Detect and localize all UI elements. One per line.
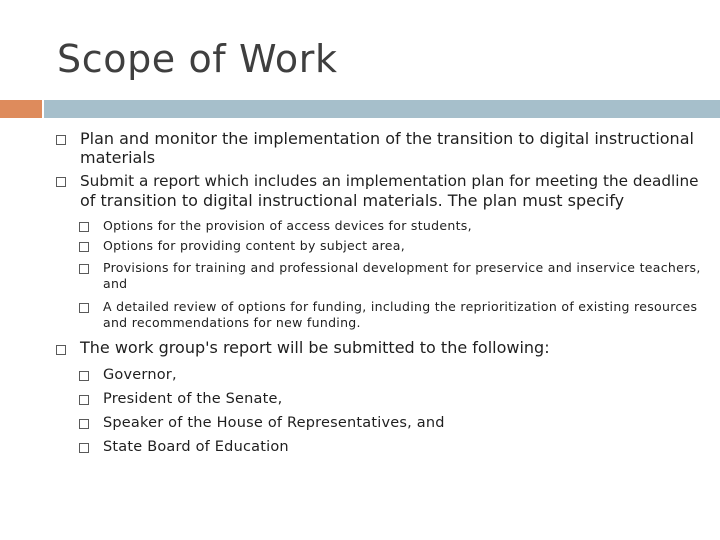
square-bullet-icon	[56, 177, 66, 187]
square-bullet-icon	[79, 395, 89, 405]
square-bullet-icon	[79, 303, 89, 313]
square-bullet-icon	[79, 371, 89, 381]
bullet-text-continuation: materials	[80, 148, 156, 167]
sub-bullet-text: President of the Senate,	[103, 391, 283, 407]
sub-bullet-text-continuation: and	[103, 276, 128, 291]
sub-bullet-text: Options for the provision of access devices for students,	[103, 218, 472, 233]
bullet-text: Submit a report which includes an implementation plan for meeting the deadline	[80, 172, 699, 190]
slide-title: Scope of Work	[57, 37, 338, 81]
sub-bullet-text: A detailed review of options for funding, including the reprioritization of existing resources	[103, 299, 698, 314]
square-bullet-icon	[56, 345, 66, 355]
sub-bullet-text: Provisions for training and professional development for preservice and inservice teachers,	[103, 260, 701, 275]
sub-bullet-text: Governor,	[103, 367, 177, 383]
square-bullet-icon	[79, 222, 89, 232]
sub-bullet-text-continuation: and recommendations for new funding.	[103, 315, 361, 330]
square-bullet-icon	[79, 443, 89, 453]
square-bullet-icon	[79, 242, 89, 252]
sub-bullet-text: Options for providing content by subject area,	[103, 238, 405, 253]
bullet-text: The work group's report will be submitted to the following:	[80, 338, 550, 357]
square-bullet-icon	[56, 135, 66, 145]
bullet-text: Plan and monitor the implementation of the transition to digital instructional	[80, 129, 694, 148]
square-bullet-icon	[79, 419, 89, 429]
sub-bullet-text: Speaker of the House of Representatives, and	[103, 415, 445, 431]
bullet-text-continuation: of transition to digital instructional materials. The plan must specify	[80, 191, 625, 210]
sub-bullet-text: State Board of Education	[103, 439, 289, 455]
square-bullet-icon	[79, 264, 89, 274]
